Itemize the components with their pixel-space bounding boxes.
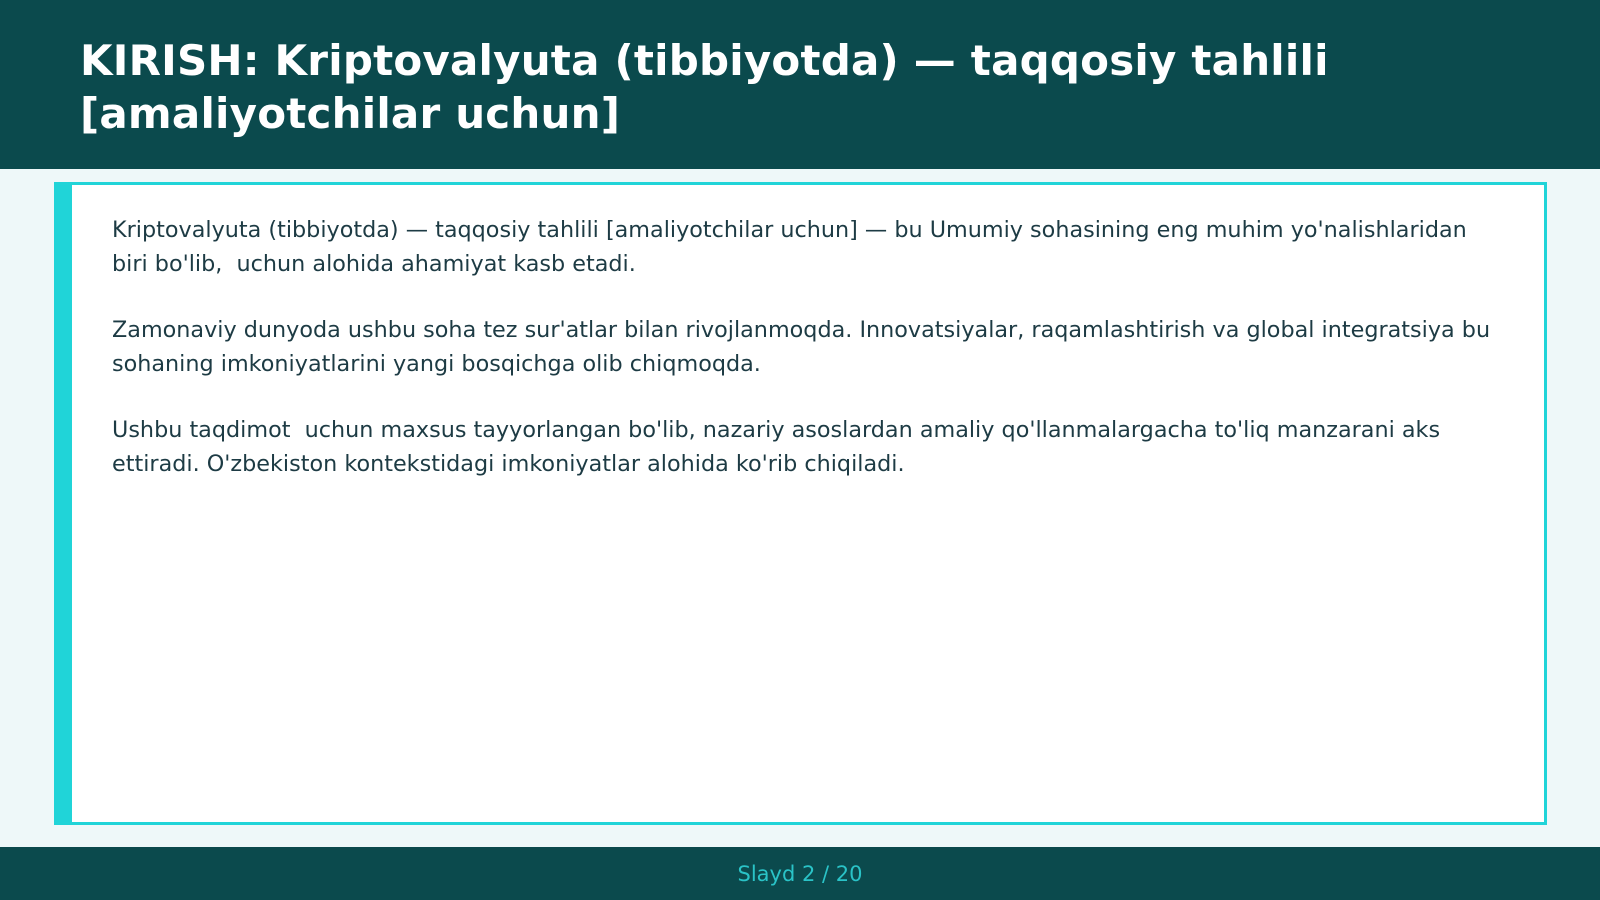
slide-counter: Slayd 2 / 20: [737, 862, 863, 886]
intro-paragraph-1: Kriptovalyuta (tibbiyotda) — taqqosiy tahlili [amaliyotchilar uchun] — bu Umumiy sohasining eng muhim yo'nalishlaridan biri bo'lib, uchun alohida ahamiyat kasb etadi.: [112, 217, 1474, 277]
slide-footer: [0, 847, 1600, 900]
content-text: [112, 213, 1507, 513]
intro-paragraph-2: Zamonaviy dunyoda ushbu soha tez sur'atlar bilan rivojlanmoqda. Innovatsiyalar, raqamlashtirish va global integratsiya bu sohaning imkoniyatlarini yangi bosqichga olib chiqmoqda.: [112, 317, 1498, 377]
intro-paragraph-3: Ushbu taqdimot uchun maxsus tayyorlangan bo'lib, nazariy asoslardan amaliy qo'llanmalargacha to'liq manzarani aks ettiradi. O'zbekiston kontekstidagi imkoniyatlar alohida ko'rib chiqiladi.: [112, 417, 1448, 477]
slide-title: KIRISH: Kriptovalyuta (tibbiyotda) — taqqosiy tahlili [amaliyotchilar uchun]: [80, 36, 1329, 138]
slide-header: [0, 0, 1600, 169]
content-panel: [54, 182, 1547, 825]
